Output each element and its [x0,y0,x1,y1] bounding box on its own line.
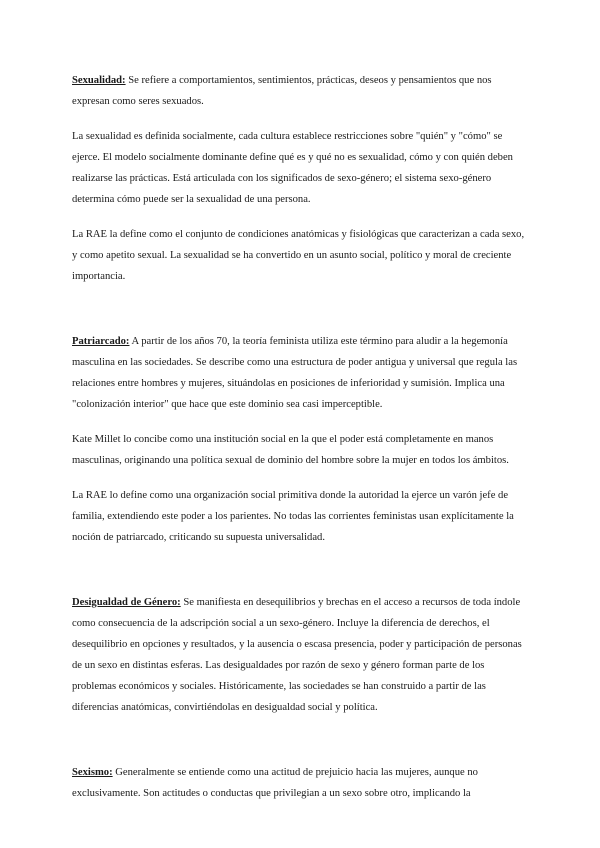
paragraph [72,762,530,804]
term-heading: Sexualidad: [72,75,126,86]
section-sexismo [72,762,530,804]
paragraph-text: A partir de los años 70, la teoría feminista utiliza este término para aludir a la hegemonía masculina en las sociedades. Se describe como una estructura de poder antigua y universal que regula las relaciones entre hombres y mujeres, situándolas en posiciones de inferioridad y sumisión. Implica una "colonización interior" que hace que este dominio sea casi imperceptible. [72,336,518,410]
paragraph-text: Se manifiesta en desequilibrios y brechas en el acceso a recursos de toda índole como consecuencia de la adscripción social a un sexo-género. Incluye la diferencia de derechos, el desequilibrio en opciones y resultados, y la ausencia o escasa presencia, poder y participación de personas de un sexo en distintas esferas. Las desigualdades por razón de sexo y género forman parte de los problemas económicos y sociales. Históricamente, las sociedades se han construido a partir de las diferencias anatómicas, convirtiéndolas en desigualdad social y política. [72,597,522,713]
section-desigualdad-de-genero [72,592,530,718]
section-patriarcado [72,331,530,548]
section-sexualidad [72,70,530,287]
paragraph: La RAE la define como el conjunto de condiciones anatómicas y fisiológicas que caracterizan a cada sexo, y como apetito sexual. La sexualidad se ha convertido en un asunto social, político y moral de creciente importancia. [72,229,525,282]
section-spacer [72,562,530,592]
paragraph [72,70,530,112]
term-heading: Desigualdad de Género: [72,597,181,608]
paragraph [72,331,530,415]
term-heading: Patriarcado: [72,336,130,347]
paragraph-text: Se refiere a comportamientos, sentimientos, prácticas, deseos y pensamientos que nos expresan como seres sexuados. [72,75,492,107]
paragraph [72,592,530,718]
paragraph: La RAE lo define como una organización social primitiva donde la autoridad la ejerce un varón jefe de familia, extendiendo este poder a los parientes. No todas las corrientes feministas usan explícitamente la noción de patriarcado, criticando su supuesta universalidad. [72,490,514,543]
term-heading: Sexismo: [72,767,113,778]
paragraph: La sexualidad es definida socialmente, cada cultura establece restricciones sobre "quién" y "cómo" se ejerce. El modelo socialmente dominante define qué es y qué no es sexualidad, cómo y con quién deben realizarse las prácticas. Está articulada con los significados de sexo-género; el sistema sexo-género determina cómo puede ser la sexualidad de una persona. [72,131,513,205]
paragraph: Kate Millet lo concibe como una institución social en la que el poder está completamente en manos masculinas, originando una política sexual de dominio del hombre sobre la mujer en todos los ámbitos. [72,434,509,466]
section-spacer [72,732,530,762]
paragraph-text: Generalmente se entiende como una actitud de prejuicio hacia las mujeres, aunque no exclusivamente. Son actitudes o conductas que privilegian a un sexo sobre otro, implicando la [72,767,478,799]
section-spacer [72,301,530,331]
